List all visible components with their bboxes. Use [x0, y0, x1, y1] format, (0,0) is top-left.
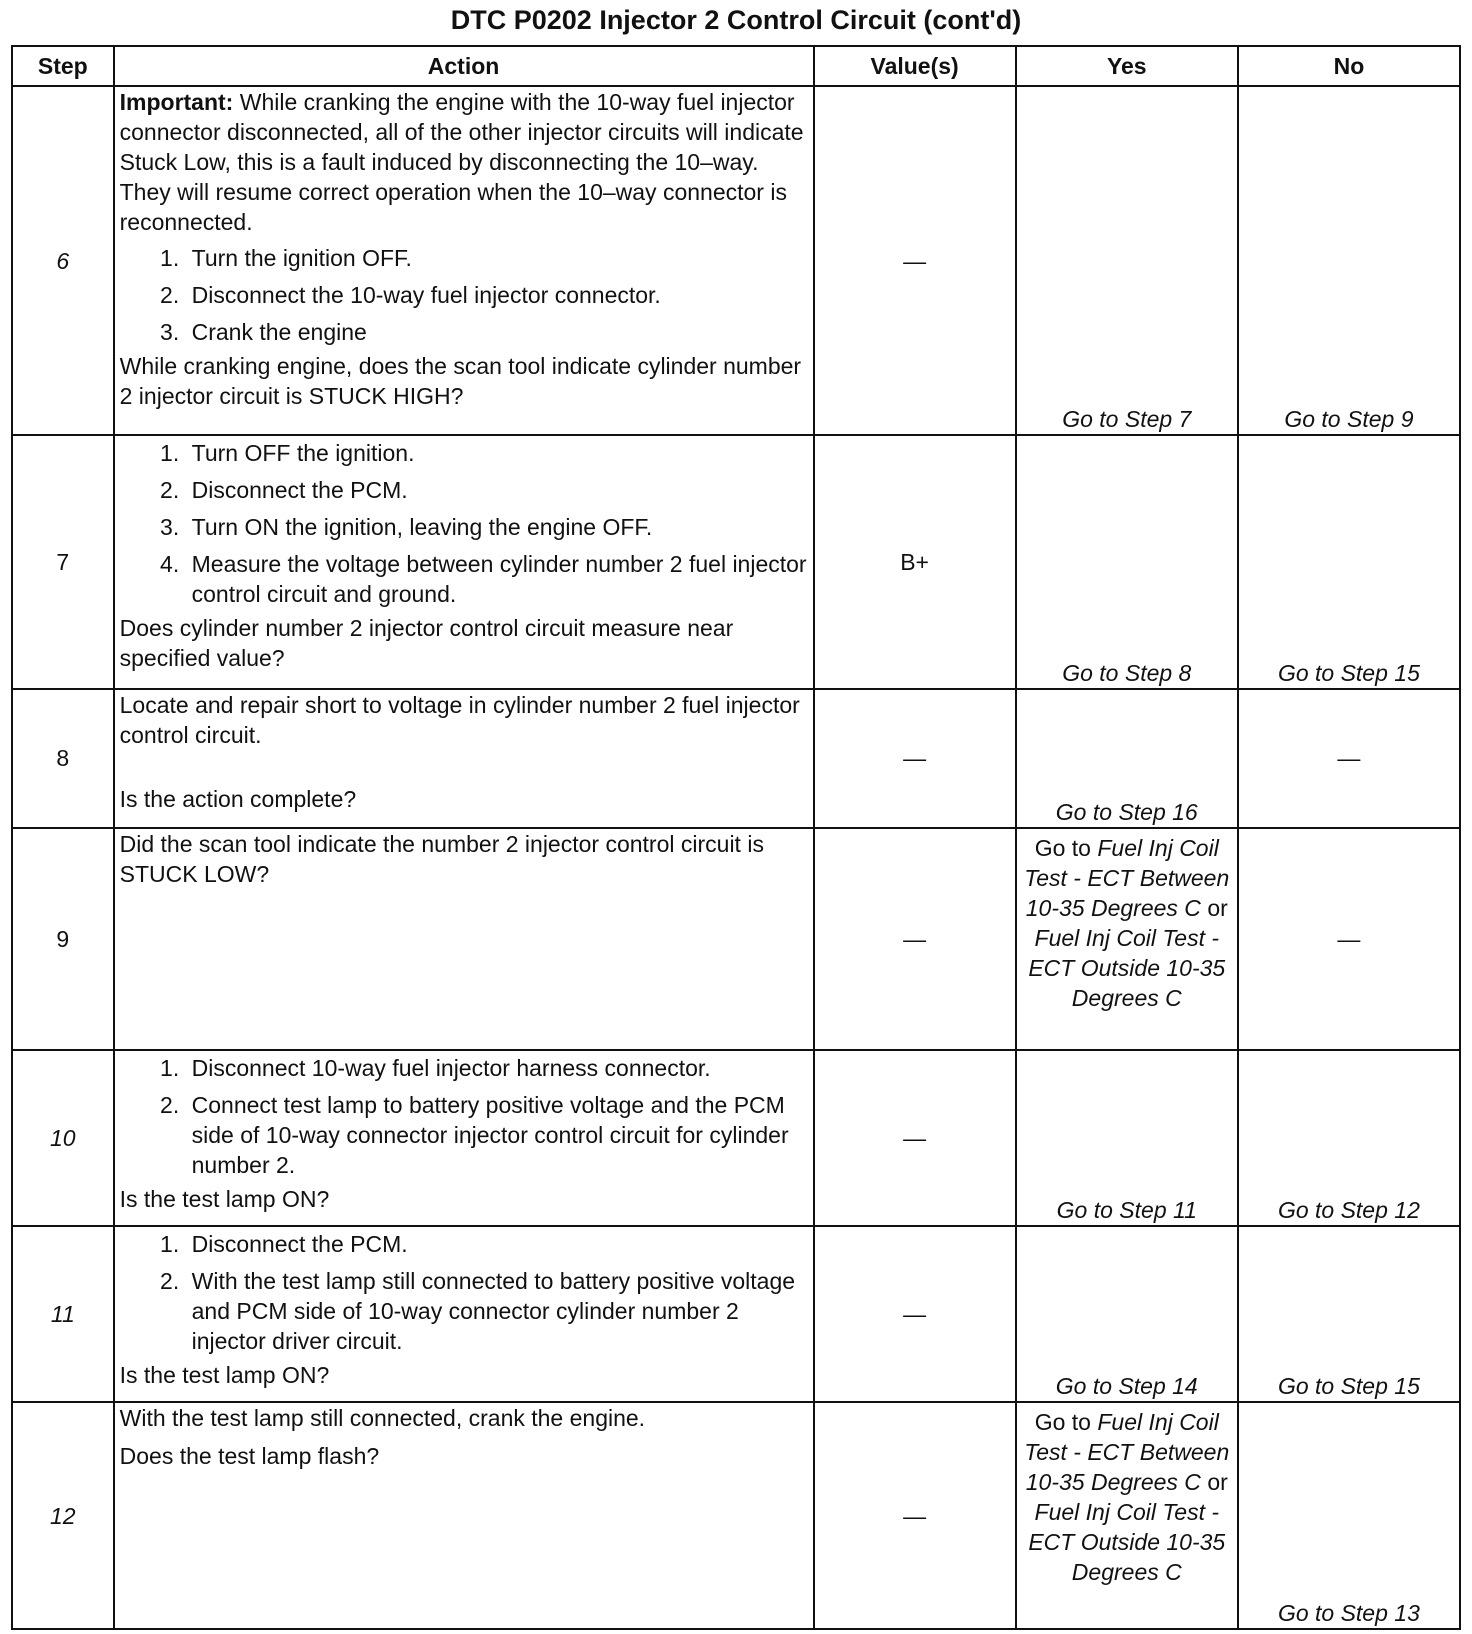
- page-title: DTC P0202 Injector 2 Control Circuit (cont'd): [450, 5, 1022, 35]
- list-item: 1. Disconnect 10-way fuel injector harness connector.: [186, 1053, 808, 1083]
- table-row: [12, 1226, 1460, 1403]
- value-cell: —: [814, 1226, 1016, 1403]
- fuel-inj-coil-test-outside-link[interactable]: Fuel Inj Coil Test - ECT Outside 10-35 Degrees C: [1028, 924, 1226, 1011]
- header-step: Step: [12, 46, 114, 86]
- header-values: Value(s): [814, 46, 1016, 86]
- yes-link[interactable]: Go to Step 14: [1016, 1226, 1238, 1403]
- yes-link[interactable]: Go to Step 16: [1016, 689, 1238, 828]
- fuel-inj-coil-test-between-link[interactable]: Fuel Inj Coil Test - ECT Between 10-35 Degrees C: [1024, 1409, 1230, 1496]
- no-cell: —: [1238, 828, 1460, 1050]
- header-no: No: [1238, 46, 1460, 86]
- yes-link[interactable]: Go to Step 7: [1016, 86, 1238, 435]
- list-item: 2. Disconnect the 10-way fuel injector connector.: [186, 280, 808, 310]
- step-number: 10: [12, 1050, 114, 1226]
- no-link[interactable]: Go to Step 13: [1238, 1402, 1460, 1629]
- action-list: [120, 243, 808, 347]
- important-note: [120, 87, 808, 237]
- action-question: Does cylinder number 2 injector control circuit measure near specified value?: [119, 615, 734, 672]
- action-text: With the test lamp still connected, crank the engine.: [119, 1405, 646, 1432]
- value-cell: —: [814, 86, 1016, 435]
- yes-cell: [1016, 1402, 1238, 1629]
- action-cell: [114, 1226, 814, 1403]
- action-question: Is the test lamp ON?: [119, 1361, 330, 1388]
- action-question: Is the action complete?: [119, 785, 357, 812]
- list-item: 3. Crank the engine: [186, 317, 808, 347]
- list-item: 2. Disconnect the PCM.: [186, 475, 808, 505]
- step-number: 12: [12, 1402, 114, 1629]
- action-question: Is the test lamp ON?: [119, 1186, 330, 1213]
- header-yes: Yes: [1016, 46, 1238, 86]
- table-row: [12, 435, 1460, 689]
- action-list: [120, 1229, 808, 1356]
- step-number: 8: [12, 689, 114, 828]
- list-item: 1. Turn the ignition OFF.: [186, 243, 808, 273]
- yes-prefix: Go to: [1034, 1409, 1091, 1436]
- list-item: 1. Turn OFF the ignition.: [186, 438, 808, 468]
- table-row: [12, 86, 1460, 435]
- step-number: 6: [12, 86, 114, 435]
- action-question: While cranking engine, does the scan tool indicate cylinder number 2 injector circuit is STUCK HIGH?: [119, 353, 802, 409]
- important-text: While cranking the engine with the 10-way fuel injector connector disconnected, all of the other injector circuits will indicate Stuck Low, this is a fault induced by disconnecting the 10–way. They will resume correct operation when the 10–way connector is reconnected.: [119, 89, 804, 235]
- action-list: [120, 438, 808, 609]
- list-item: 4. Measure the voltage between cylinder number 2 fuel injector control circuit and ground.: [186, 549, 808, 609]
- no-link[interactable]: Go to Step 15: [1238, 435, 1460, 689]
- step-number: 9: [12, 828, 114, 1050]
- action-cell: [114, 435, 814, 689]
- action-question: Did the scan tool indicate the number 2 injector control circuit is STUCK LOW?: [119, 830, 764, 887]
- diagnostic-table: [11, 45, 1461, 1630]
- table-row: [12, 1402, 1460, 1629]
- important-label: Important:: [119, 89, 234, 115]
- value-cell: —: [814, 828, 1016, 1050]
- no-cell: —: [1238, 689, 1460, 828]
- yes-or: or: [1207, 894, 1228, 921]
- yes-cell: [1016, 828, 1238, 1050]
- list-item: 3. Turn ON the ignition, leaving the engine OFF.: [186, 512, 808, 542]
- action-text: Locate and repair short to voltage in cylinder number 2 fuel injector control circuit.: [119, 691, 800, 748]
- header-action: Action: [114, 46, 814, 86]
- action-question: Does the test lamp flash?: [119, 1443, 380, 1470]
- action-cell: [114, 828, 814, 1050]
- action-list: [120, 1053, 808, 1180]
- action-cell: [114, 1050, 814, 1226]
- table-row: [12, 828, 1460, 1050]
- table-row: [12, 1050, 1460, 1226]
- table-row: [12, 689, 1460, 828]
- list-item: 2. Connect test lamp to battery positive voltage and the PCM side of 10-way connector injector control circuit for cylinder number 2.: [186, 1090, 808, 1180]
- yes-or: or: [1207, 1469, 1228, 1496]
- action-cell: [114, 1402, 814, 1629]
- step-number: 11: [12, 1226, 114, 1403]
- action-cell: [114, 86, 814, 435]
- yes-link[interactable]: Go to Step 8: [1016, 435, 1238, 689]
- value-cell: B+: [814, 435, 1016, 689]
- no-link[interactable]: Go to Step 9: [1238, 86, 1460, 435]
- yes-prefix: Go to: [1034, 834, 1091, 861]
- action-cell: [114, 689, 814, 828]
- fuel-inj-coil-test-between-link[interactable]: Fuel Inj Coil Test - ECT Between 10-35 Degrees C: [1024, 834, 1230, 921]
- table-header-row: [12, 46, 1460, 86]
- no-link[interactable]: Go to Step 12: [1238, 1050, 1460, 1226]
- fuel-inj-coil-test-outside-link[interactable]: Fuel Inj Coil Test - ECT Outside 10-35 Degrees C: [1028, 1499, 1226, 1586]
- yes-link[interactable]: Go to Step 11: [1016, 1050, 1238, 1226]
- no-link[interactable]: Go to Step 15: [1238, 1226, 1460, 1403]
- list-item: 1. Disconnect the PCM.: [186, 1229, 808, 1259]
- value-cell: —: [814, 689, 1016, 828]
- value-cell: —: [814, 1050, 1016, 1226]
- step-number: 7: [12, 435, 114, 689]
- value-cell: —: [814, 1402, 1016, 1629]
- list-item: 2. With the test lamp still connected to battery positive voltage and PCM side of 10-way connector cylinder number 2 injector driver circuit.: [186, 1266, 808, 1356]
